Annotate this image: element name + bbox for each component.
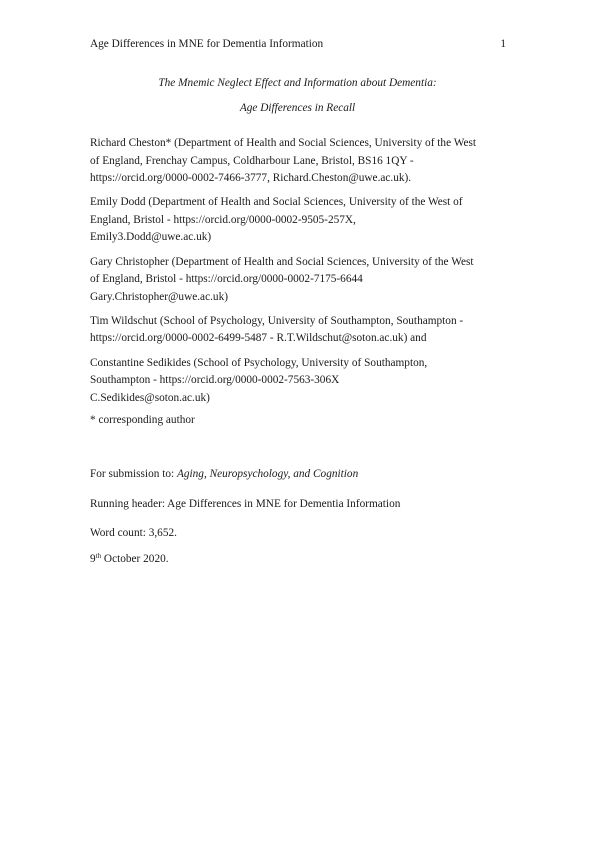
author-line: Tim Wildschut (School of Psychology, University of Southampton, Southampton - xyxy=(90,314,464,327)
author-line: Richard Cheston* (Department of Health and Social Sciences, University of the West xyxy=(90,137,477,149)
running-header-line: Running header: Age Differences in MNE for Dementia Information xyxy=(90,498,401,510)
author-line: Gary Christopher (Department of Health and Social Sciences, University of the West xyxy=(90,255,474,268)
date-ordinal-suffix: th xyxy=(95,552,102,560)
submission-date xyxy=(90,552,169,566)
author-line: https://orcid.org/0000-0002-7466-3777, Richard.Cheston@uwe.ac.uk). xyxy=(90,172,412,185)
author-entry xyxy=(90,194,506,247)
author-line: Emily3.Dodd@uwe.ac.uk) xyxy=(90,231,212,244)
author-line: Emily Dodd (Department of Health and Social Sciences, University of the West of xyxy=(90,196,463,209)
journal-name: Aging, Neuropsychology, and Cognition xyxy=(176,468,359,480)
paper-title-line-1: The Mnemic Neglect Effect and Information about Dementia: xyxy=(158,77,437,89)
author-line: Constantine Sedikides (School of Psychology, University of Southampton, xyxy=(90,356,428,369)
author-line: C.Sedikides@soton.ac.uk) xyxy=(90,391,210,404)
author-line: of England, Bristol - https://orcid.org/0000-0002-7175-6644 xyxy=(90,273,363,286)
running-title: Age Differences in MNE for Dementia Information xyxy=(90,38,324,50)
date-rest: October 2020. xyxy=(101,553,169,565)
author-entry xyxy=(90,254,506,307)
author-entry xyxy=(90,135,506,188)
author-list xyxy=(90,135,506,414)
author-line: https://orcid.org/0000-0002-6499-5487 - R.T.Wildschut@soton.ac.uk) and xyxy=(90,332,427,345)
page-number: 1 xyxy=(500,38,506,50)
running-header xyxy=(90,37,506,51)
author-line: Southampton - https://orcid.org/0000-0002-7563-306X xyxy=(90,374,340,387)
word-count: Word count: 3,652. xyxy=(90,527,177,539)
corresponding-author-note: * corresponding author xyxy=(90,414,195,426)
author-line: Gary.Christopher@uwe.ac.uk) xyxy=(90,290,228,303)
paper-title-line-2: Age Differences in Recall xyxy=(239,102,356,114)
author-entry xyxy=(90,313,506,348)
submission-prefix: For submission to: xyxy=(90,468,177,480)
author-line: of England, Frenchay Campus, Coldharbour Lane, Bristol, BS16 1QY - xyxy=(90,154,414,167)
author-entry xyxy=(90,355,506,408)
date-day: 9 xyxy=(90,553,96,565)
submission-line xyxy=(90,467,358,481)
author-line: England, Bristol - https://orcid.org/0000-0002-9505-257X, xyxy=(90,213,356,226)
